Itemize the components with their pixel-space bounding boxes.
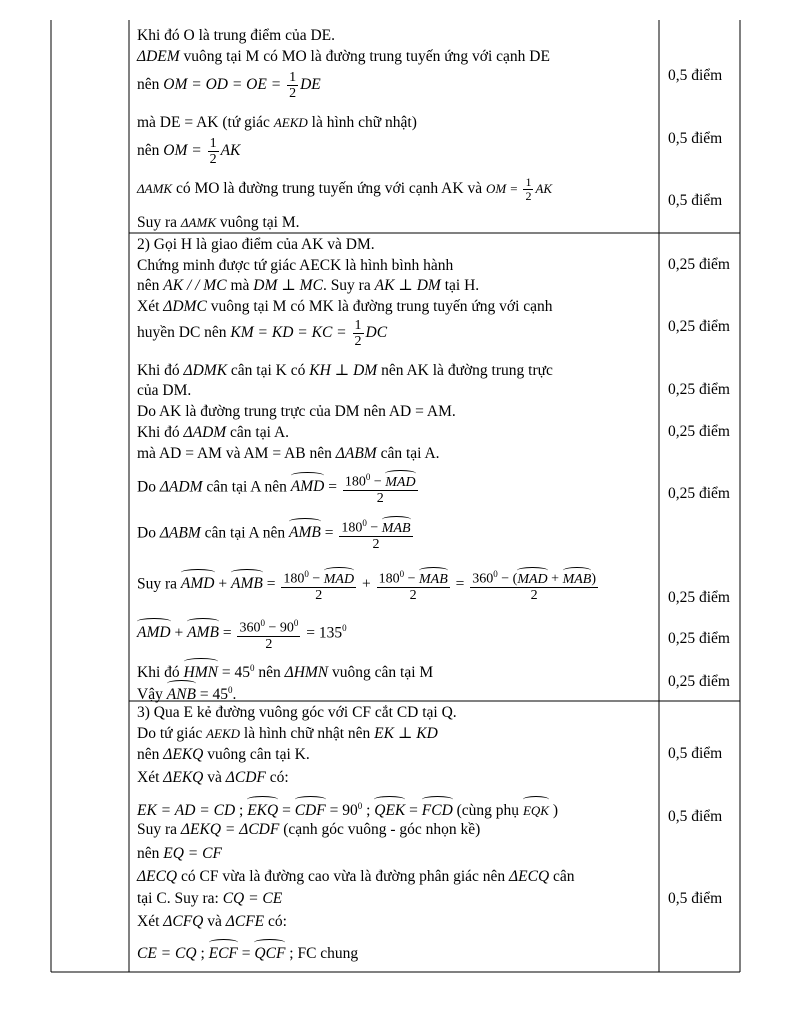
score: 0,25 điểm: [668, 256, 730, 273]
text-line: 3) Qua E kẻ đường vuông góc với CF cắt CD tại Q.: [137, 704, 457, 721]
text-line: Suy ra ΔEKQ = ΔCDF (cạnh góc vuông - góc nhọn kề): [137, 821, 481, 838]
score: 0,25 điểm: [668, 589, 730, 606]
formula-line: Do ΔABM cân tại A nên AMB = $\frac{180^0 - MAB}{2}$: [137, 518, 411, 552]
score: 0,5 điểm: [668, 890, 723, 907]
score: 0,25 điểm: [668, 423, 730, 440]
text-line: Suy ra ΔAMK vuông tại M.: [137, 214, 300, 231]
text-line: Xét ΔDMC vuông tại M có MK là đường trung tuyến ứng với cạnh: [137, 298, 553, 315]
score: 0,25 điểm: [668, 318, 730, 335]
text-line: Xét ΔCFQ và ΔCFE có:: [137, 913, 287, 930]
text-line: của DM.: [137, 382, 192, 399]
text-line: ΔECQ có CF vừa là đường cao vừa là đường phân giác nên ΔECQ cân: [137, 868, 575, 885]
text-line: tại C. Suy ra: CQ = CE: [137, 890, 283, 907]
score: 0,25 điểm: [668, 381, 730, 398]
formula-line: AMD + AMB = $\frac{360^0 - 90^0}{2}$ = $135^0$: [137, 618, 347, 652]
score: 0,25 điểm: [668, 485, 730, 502]
text-line: Khi đó ΔDMK cân tại K có KH ⊥ DM nên AK là đường trung trực: [137, 362, 553, 379]
score: 0,5 điểm: [668, 192, 723, 209]
text-line: 2) Gọi H là giao điểm của AK và DM.: [137, 236, 375, 253]
text-line: mà AD = AM và AM = AB nên ΔABM cân tại A.: [137, 445, 440, 462]
text-line: Do AK là đường trung trực của DM nên AD = AM.: [137, 403, 456, 420]
text-line: nên ΔEKQ vuông cân tại K.: [137, 746, 310, 763]
text-line: Khi đó HMN = $45^0$ nên ΔHMN vuông cân tại M: [137, 658, 433, 683]
score: 0,25 điểm: [668, 630, 730, 647]
text-line: ΔDEM vuông tại M có MO là đường trung tuyến ứng với cạnh DE: [137, 48, 550, 65]
formula-line: nên OM = $\frac{1}{2}$ AK: [137, 136, 241, 167]
formula-line: Do ΔADM cân tại A nên AMD = $\frac{180^0 - MAD}{2}$: [137, 472, 416, 506]
score: 0,5 điểm: [668, 130, 723, 147]
formula-line: CE = CQ ; ECF = QCF ; FC chung: [137, 941, 358, 964]
score: 0,5 điểm: [668, 808, 723, 825]
score: 0,5 điểm: [668, 67, 723, 84]
text-line: Chứng minh được tứ giác AECK là hình bình hành: [137, 257, 454, 274]
text-line: Khi đó ΔADM cân tại A.: [137, 424, 290, 441]
formula-line: ΔAMK có MO là đường trung tuyến ứng với cạnh AK và OM = $\frac{1}{2}$ AK: [137, 175, 553, 203]
text-line: mà DE = AK (tứ giác AEKD là hình chữ nhật): [137, 114, 417, 131]
formula-line: huyền DC nên KM = KD = KC = $\frac{1}{2}$ DC: [137, 318, 388, 349]
text-line: Vậy ANB = $45^0$.: [137, 680, 236, 705]
formula-line: nên OM = OD = OE = $\frac{1}{2}$ DE: [137, 70, 321, 101]
score: 0,5 điểm: [668, 745, 723, 762]
score: 0,25 điểm: [668, 673, 730, 690]
formula-line: Suy ra AMD + AMB = $\frac{180^0 - MAD}{2}$ + $\frac{180^0 - MAB}{2}$ = $\frac{360^0 - (MAD + MAB)}{2}$: [137, 569, 596, 603]
text-line: nên AK / / MC mà DM ⊥ MC. Suy ra AK ⊥ DM tại H.: [137, 277, 480, 294]
text-line: Xét ΔEKQ và ΔCDF có:: [137, 769, 289, 786]
formula-line: EK = AD = CD ; EKQ = CDF = $90^0$ ; QEK = FCD (cùng phụ EQK ): [137, 796, 558, 821]
text-line: nên EQ = CF: [137, 845, 222, 862]
text-line: Khi đó O là trung điểm của DE.: [137, 27, 336, 44]
text-line: Do tứ giác AEKD là hình chữ nhật nên EK ⊥ KD: [137, 725, 438, 742]
